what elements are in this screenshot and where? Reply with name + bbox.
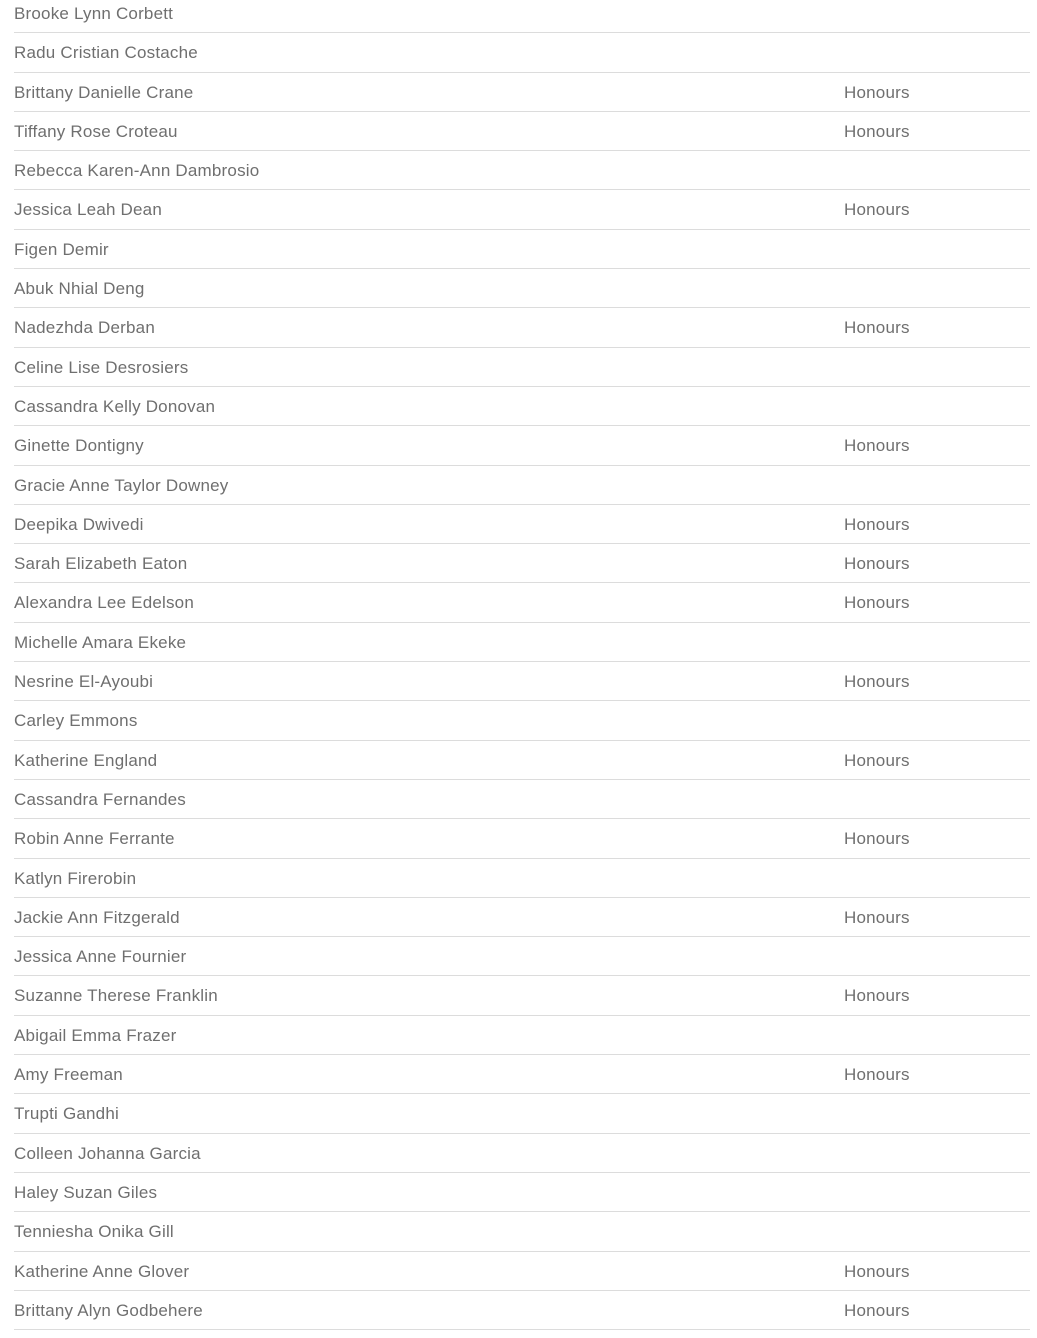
distinction-label: Honours <box>844 829 910 849</box>
list-item <box>14 73 1030 112</box>
list-item <box>14 898 1030 937</box>
distinction-label: Honours <box>844 907 910 927</box>
distinction-label: Honours <box>844 318 910 338</box>
graduate-name: Abigail Emma Frazer <box>14 1025 177 1045</box>
list-item <box>14 819 1030 858</box>
distinction-label: Honours <box>844 593 910 613</box>
graduate-name: Tiffany Rose Croteau <box>14 121 178 141</box>
graduate-name: Nadezhda Derban <box>14 318 155 338</box>
distinction-label: Honours <box>844 672 910 692</box>
list-item <box>14 190 1030 229</box>
list-item <box>14 387 1030 426</box>
list-item <box>14 1212 1030 1251</box>
graduate-name: Suzanne Therese Franklin <box>14 986 218 1006</box>
graduate-name: Katherine England <box>14 750 158 770</box>
list-item <box>14 544 1030 583</box>
graduate-name: Cassandra Fernandes <box>14 789 187 809</box>
distinction-label: Honours <box>844 1065 910 1085</box>
list-item <box>14 112 1030 151</box>
list-item <box>14 1134 1030 1173</box>
graduate-name: Deepika Dwivedi <box>14 514 144 534</box>
graduate-name: Katlyn Firerobin <box>14 868 137 888</box>
distinction-label: Honours <box>844 121 910 141</box>
graduate-name: Trupti Gandhi <box>14 1104 119 1124</box>
list-item <box>14 1252 1030 1291</box>
list-item <box>14 308 1030 347</box>
graduate-name: Sarah Elizabeth Eaton <box>14 554 188 574</box>
graduate-name: Robin Anne Ferrante <box>14 829 175 849</box>
list-item <box>14 0 1030 33</box>
graduate-name: Cassandra Kelly Donovan <box>14 396 216 416</box>
graduate-name: Jessica Leah Dean <box>14 200 162 220</box>
graduate-name: Ginette Dontigny <box>14 436 144 456</box>
list-item <box>14 623 1030 662</box>
graduate-name: Brooke Lynn Corbett <box>14 4 174 23</box>
list-item <box>14 859 1030 898</box>
graduate-name: Gracie Anne Taylor Downey <box>14 475 229 495</box>
graduate-name: Jessica Anne Fournier <box>14 947 187 967</box>
list-item <box>14 33 1030 72</box>
graduate-name: Brittany Alyn Godbehere <box>14 1300 203 1320</box>
list-item <box>14 583 1030 622</box>
list-item <box>14 741 1030 780</box>
list-item <box>14 426 1030 465</box>
list-item <box>14 1291 1030 1330</box>
distinction-label: Honours <box>844 436 910 456</box>
distinction-label: Honours <box>844 514 910 534</box>
graduate-name: Haley Suzan Giles <box>14 1182 158 1202</box>
graduate-name: Nesrine El-Ayoubi <box>14 672 154 692</box>
distinction-label: Honours <box>844 1261 910 1281</box>
list-item <box>14 466 1030 505</box>
graduate-name: Carley Emmons <box>14 711 138 731</box>
graduate-name: Katherine Anne Glover <box>14 1261 190 1281</box>
list-item <box>14 701 1030 740</box>
list-item <box>14 1055 1030 1094</box>
list-item <box>14 151 1030 190</box>
list-item <box>14 780 1030 819</box>
distinction-label: Honours <box>844 1300 910 1320</box>
graduate-name: Amy Freeman <box>14 1065 123 1085</box>
list-item <box>14 1094 1030 1133</box>
graduate-list <box>14 0 1030 1330</box>
distinction-label: Honours <box>844 554 910 574</box>
list-item <box>14 1173 1030 1212</box>
list-item <box>14 937 1030 976</box>
graduate-name: Rebecca Karen-Ann Dambrosio <box>14 161 260 181</box>
distinction-label: Honours <box>844 82 910 102</box>
distinction-label: Honours <box>844 200 910 220</box>
list-item <box>14 269 1030 308</box>
graduate-name: Colleen Johanna Garcia <box>14 1143 201 1163</box>
list-item <box>14 662 1030 701</box>
list-item <box>14 505 1030 544</box>
graduate-name: Alexandra Lee Edelson <box>14 593 194 613</box>
distinction-label: Honours <box>844 986 910 1006</box>
list-item <box>14 1016 1030 1055</box>
graduate-name: Tenniesha Onika Gill <box>14 1222 174 1242</box>
list-item <box>14 348 1030 387</box>
graduate-name: Abuk Nhial Deng <box>14 279 145 299</box>
list-item <box>14 230 1030 269</box>
graduate-name: Brittany Danielle Crane <box>14 82 194 102</box>
graduate-name: Figen Demir <box>14 239 109 259</box>
distinction-label: Honours <box>844 750 910 770</box>
list-item <box>14 976 1030 1015</box>
graduate-name: Michelle Amara Ekeke <box>14 632 187 652</box>
graduate-name: Radu Cristian Costache <box>14 43 198 63</box>
graduate-name: Celine Lise Desrosiers <box>14 357 189 377</box>
graduate-name: Jackie Ann Fitzgerald <box>14 907 180 927</box>
